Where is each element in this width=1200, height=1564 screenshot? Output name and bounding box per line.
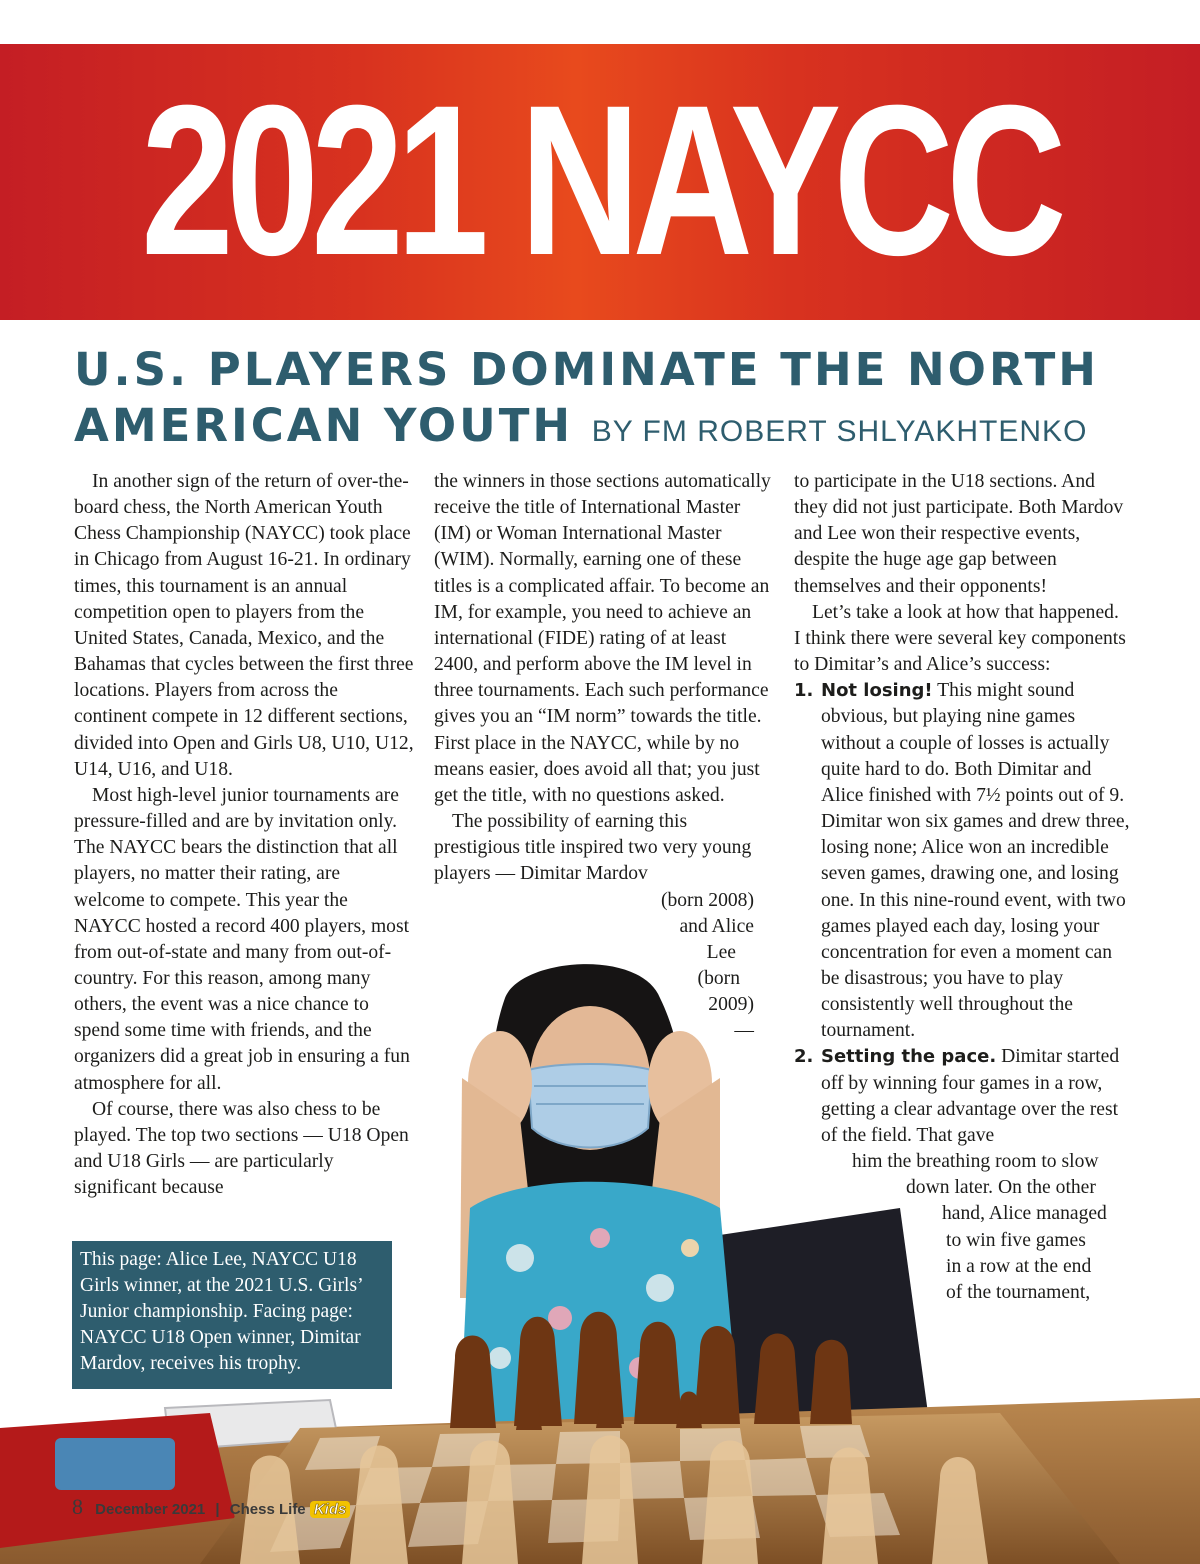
wrap-line: 2009) — [708, 994, 754, 1016]
list-item — [794, 1044, 1130, 1149]
paragraph: the winners in those sections automatically receive the title of International Master (IM) or Woman International Master (WIM). Normally, earning one of these titles is a complicated affair. To become an IM, for example, you need to achieve an international (FIDE) rating of at least 2400, and perform above the IM level in three tournaments. Each such performance gives you an “IM norm” towards the title. First place in the NAYCC, while by no means easier, does avoid all that; you just get the title, with no questions asked. — [434, 471, 771, 806]
article-headline — [74, 342, 1144, 460]
paragraph: Most high-level junior tournaments are pressure-filled and are by invitation only. The NAYCC bears the distinction that all players, no matter their rating, are welcome to compete. This year the NAYCC hosted a record 400 players, most from out-of-state and many from out-of-country. For this reason, among many others, the event was a nice chance to spend some time with friends, and the organizers did a great job in ensuring a fun atmosphere for all. — [74, 784, 410, 1094]
paragraph: The possibility of earning this prestigious title inspired two very young players — Dimitar Mardov — [434, 811, 752, 885]
magazine-name: Chess Life — [229, 1501, 306, 1518]
wrap-line: Lee — [706, 941, 736, 963]
title-banner — [0, 44, 1200, 320]
banner-title: 2021 NAYCC — [141, 61, 1059, 300]
photo-caption: This page: Alice Lee, NAYCC U18 Girls winner, at the 2021 U.S. Girls’ Junior championship. Facing page: NAYCC U18 Open winner, Dimitar Mardov, receives his trophy. — [72, 1241, 392, 1389]
kids-logo: Kids — [310, 1501, 351, 1518]
page-number: 8 — [72, 1494, 83, 1519]
article-column-3 — [794, 469, 1130, 1306]
page-footer — [72, 1494, 350, 1520]
list-number: 1. — [794, 680, 814, 702]
face-mask — [528, 1064, 652, 1148]
wrap-line: (born 2008) — [660, 889, 754, 911]
wrap-line: to win five games — [946, 1229, 1086, 1251]
paragraph: Let’s take a look at how that happened. I think there were several key components to Dimitar’s and Alice’s success: — [794, 601, 1126, 676]
headline-title: U.S. PLAYERS DOMINATE THE NORTH AMERICAN YOUTH — [74, 343, 1099, 452]
wrap-line: — — [734, 1020, 754, 1042]
wrap-line: in a row at the end — [946, 1255, 1092, 1277]
issue-date: December 2021 — [95, 1501, 206, 1518]
wrap-line: him the breathing room to slow — [852, 1151, 1099, 1173]
wrapped-text — [434, 888, 774, 1045]
article-column-1 — [74, 469, 414, 1201]
wrap-line: hand, Alice managed — [942, 1203, 1107, 1225]
list-text: Dimitar started off by winning four games in a row, getting a clear advantage over the rest of the field. That gave — [821, 1046, 1120, 1146]
wrapped-text — [794, 1149, 1130, 1306]
clock-display — [55, 1438, 175, 1490]
list-item — [794, 678, 1130, 1044]
key-components-list — [794, 678, 1130, 1149]
paragraph: In another sign of the return of over-the-board chess, the North American Youth Chess Championship (NAYCC) took place in Chicago from August 16-21. In ordinary times, this tournament is an annual competition open to players from the United States, Canada, Mexico, and the Bahamas that cycles between the first three locations. Players from across the continent compete in 12 different sections, divided into Open and Girls U8, U10, U12, U14, U16, and U18. — [74, 471, 414, 780]
paragraph: to participate in the U18 sections. And they did not just participate. Both Mardov and Lee won their respective events, despite the huge age gap between themselves and their opponents! — [794, 471, 1124, 597]
footer-separator: | — [215, 1501, 220, 1518]
list-text: This might sound obvious, but playing nine games without a couple of losses is actually quite hard to do. Both Dimitar and Alice finished with 7½ points out of 9. Dimitar won six games and drew three, losing none; Alice won an incredible seven games, drawing one, and losing one. In this nine-round event, with two games played each day, losing your concentration for even a moment can be disastrous; you have to play consistently well throughout the tournament. — [821, 680, 1130, 1042]
byline: BY FM ROBERT SHLYAKHTENKO — [591, 415, 1088, 448]
wrap-line: and Alice — [679, 915, 754, 937]
list-lead: Not losing! — [821, 680, 933, 702]
list-number: 2. — [794, 1046, 814, 1068]
wrap-line: of the tournament, — [946, 1281, 1091, 1303]
wrap-line: (born — [697, 967, 740, 989]
wrap-line: down later. On the other — [906, 1177, 1096, 1199]
article-column-2 — [434, 469, 774, 1044]
list-lead: Setting the pace. — [821, 1046, 997, 1068]
paragraph: Of course, there was also chess to be played. The top two sections — U18 Open and U18 Girls — are particularly significant because — [74, 1098, 409, 1199]
